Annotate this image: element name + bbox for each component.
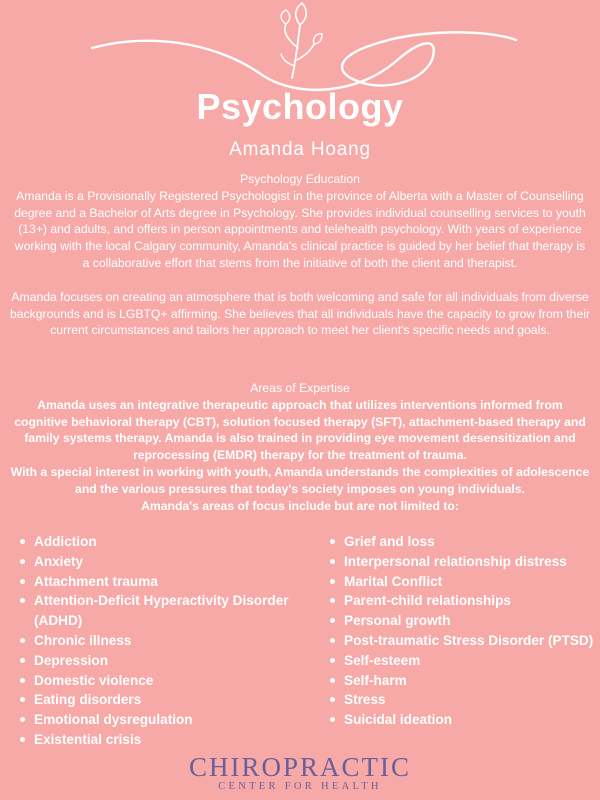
education-section bbox=[10, 171, 590, 339]
list-item: Personal growth bbox=[328, 611, 600, 631]
focus-areas bbox=[18, 532, 600, 750]
list-item: Self-harm bbox=[328, 671, 600, 691]
list-item: Domestic violence bbox=[18, 671, 328, 691]
education-heading: Psychology Education bbox=[240, 172, 360, 186]
list-item: Self-esteem bbox=[328, 651, 600, 671]
list-item: Chronic illness bbox=[18, 631, 328, 651]
expertise-paragraph-1: Amanda uses an integrative therapeutic approach that utilizes interventions informed from cognitive behavioral therapy (CBT), solution focused therapy (SFT), attachment-based therapy and family systems therapy. Amanda is also trained in providing eye movement desensitization and reprocessing (EMDR) therapy for the treatment of trauma. bbox=[14, 397, 586, 463]
list-item: Attachment trauma bbox=[18, 572, 328, 592]
list-item: Grief and loss bbox=[328, 532, 600, 552]
focus-list-left bbox=[18, 532, 328, 750]
clinic-logo bbox=[0, 754, 600, 793]
focus-list-right bbox=[328, 532, 600, 750]
page-title: Psychology bbox=[196, 86, 404, 127]
expertise-section bbox=[10, 380, 590, 514]
focus-intro: Amanda's areas of focus include but are not limited to: bbox=[141, 498, 459, 513]
list-item: Interpersonal relationship distress bbox=[328, 552, 600, 572]
logo-name: CHIROPRACTIC bbox=[188, 752, 412, 782]
list-item: Stress bbox=[328, 690, 600, 710]
expertise-heading: Areas of Expertise bbox=[250, 381, 350, 395]
logo-tagline: CENTER FOR HEALTH bbox=[218, 781, 382, 792]
list-item: Addiction bbox=[18, 532, 328, 552]
list-item: Attention-Deficit Hyperactivity Disorder (ADHD) bbox=[18, 591, 328, 631]
education-paragraph-1: Amanda is a Provisionally Registered Psychologist in the province of Alberta with a Master of Counselling degree and a Bachelor of Arts degree in Psychology. She provides individual counselling services to youth (13+) and adults, and offers in person appointments and telehealth psychology. With years of experience working with the local Calgary community, Amanda's clinical practice is guided by her belief that therapy is a collaborative effort that stems from the initiative of both the client and therapist. bbox=[14, 188, 586, 270]
psychologist-name: Amanda Hoang bbox=[229, 139, 371, 160]
list-item: Emotional dysregulation bbox=[18, 710, 328, 730]
list-item: Post-traumatic Stress Disorder (PTSD) bbox=[328, 631, 600, 651]
list-item: Suicidal ideation bbox=[328, 710, 600, 730]
list-item: Parent-child relationships bbox=[328, 591, 600, 611]
expertise-paragraph-2: With a special interest in working with youth, Amanda understands the complexities of adolescence and the various pressures that today's society imposes on young individuals. bbox=[10, 464, 590, 496]
list-item: Depression bbox=[18, 651, 328, 671]
list-item: Anxiety bbox=[18, 552, 328, 572]
education-paragraph-2: Amanda focuses on creating an atmosphere that is both welcoming and safe for all individuals from diverse backgrounds and is LGBTQ+ affirming. She believes that all individuals have the capacity to grow from their current circumstances and tailors her approach to meet her client's specific needs and goals. bbox=[10, 289, 591, 338]
flower-line-art-icon bbox=[0, 0, 600, 100]
list-item: Existential crisis bbox=[18, 730, 328, 750]
list-item: Eating disorders bbox=[18, 690, 328, 710]
list-item: Marital Conflict bbox=[328, 572, 600, 592]
